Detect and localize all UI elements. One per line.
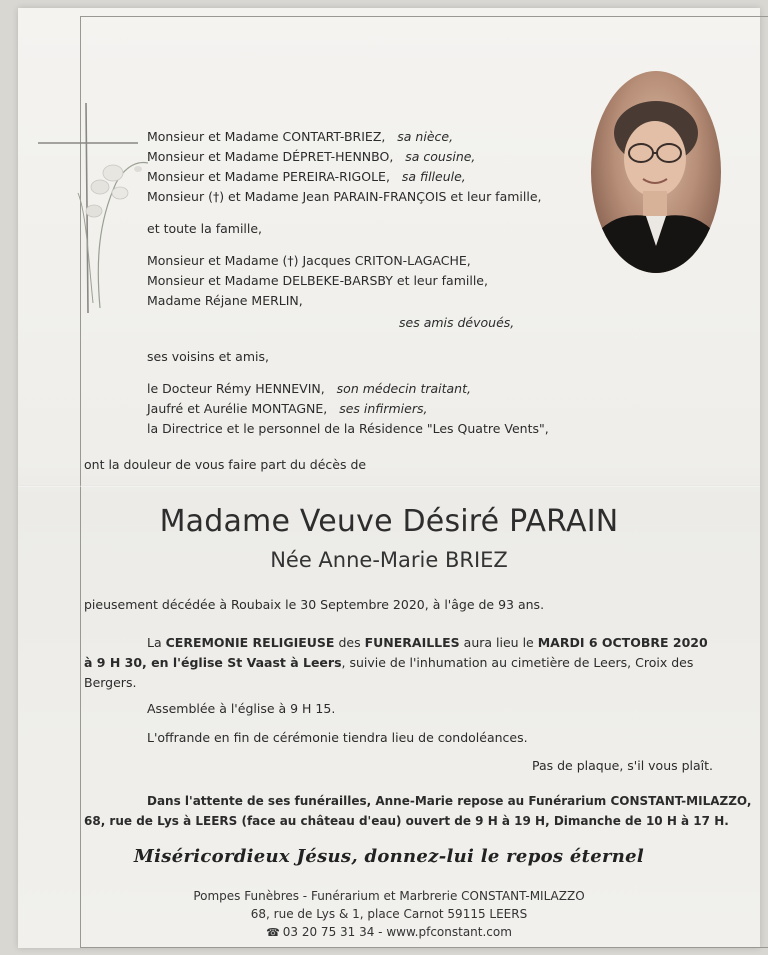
family-line-11: le Docteur Rémy HENNEVIN, son médecin traitant, [147,381,471,396]
ceremony-line-2: à 9 H 30, en l'église St Vaast à Leers, suivie de l'inhumation au cimetière de Leers, Croix des [84,655,694,670]
family-line-10: ses voisins et amis, [147,349,269,364]
family-line-13: la Directrice et le personnel de la Résidence "Les Quatre Vents", [147,421,549,436]
family-line-12: Jaufré et Aurélie MONTAGNE, ses infirmiers, [147,401,428,416]
family-line-7: Monsieur et Madame DELBEKE-BARSBY et leur famille, [147,273,488,288]
footer-company: Pompes Funèbres - Funérarium et Marbrerie CONSTANT-MILAZZO [193,889,585,903]
offering-note: L'offrande en fin de cérémonie tiendra lieu de condoléances. [147,730,528,745]
family-line-5: et toute la famille, [147,221,263,236]
family-line-3: Monsieur et Madame PEREIRA-RIGOLE, sa filleule, [147,169,466,184]
family-line-6: Monsieur et Madame (†) Jacques CRITON-LAGACHE, [147,253,471,268]
assembly-note: Assemblée à l'église à 9 H 15. [147,701,336,716]
family-line-8: Madame Réjane MERLIN, [147,293,303,308]
cross-flower-icon [38,103,148,333]
deceased-birth-name: Née Anne-Marie BRIEZ [270,548,508,572]
rest-line-2: 68, rue de Lys à LEERS (face au château d'eau) ouvert de 9 H à 19 H, Dimanche de 10 H à 17 H. [84,814,729,828]
card-fold [18,485,760,487]
family-line-14: ont la douleur de vous faire part du décès de [84,457,367,472]
ceremony-line-1: La CEREMONIE RELIGIEUSE des FUNERAILLES aura lieu le MARDI 6 OCTOBRE 2020 [147,635,708,650]
family-line-1: Monsieur et Madame CONTART-BRIEZ, sa nièce, [147,129,454,144]
obituary-card [18,8,760,948]
family-line-2: Monsieur et Madame DÉPRET-HENNBO, sa cousine, [147,149,476,164]
family-line-9: ses amis dévoués, [399,315,515,330]
footer-address: 68, rue de Lys & 1, place Carnot 59115 LEERS [250,907,528,921]
ceremony-line-3: Bergers. [84,675,137,690]
prayer-text: Miséricordieux Jésus, donnez-lui le repos éternel [133,846,645,867]
footer-contact: ☎ 03 20 75 31 34 - www.pfconstant.com [18,923,760,942]
rest-line-1: Dans l'attente de ses funérailles, Anne-Marie repose au Funérarium CONSTANT-MILAZZO, [147,794,752,808]
plaque-note: Pas de plaque, s'il vous plaît. [532,758,714,773]
deceased-name: Madame Veuve Désiré PARAIN [159,504,619,539]
portrait-photo [591,71,721,273]
death-notice: pieusement décédée à Roubaix le 30 Septembre 2020, à l'âge de 93 ans. [84,597,545,612]
family-line-4: Monsieur (†) et Madame Jean PARAIN-FRANÇOIS et leur famille, [147,189,542,204]
phone-icon: ☎ [266,926,280,939]
